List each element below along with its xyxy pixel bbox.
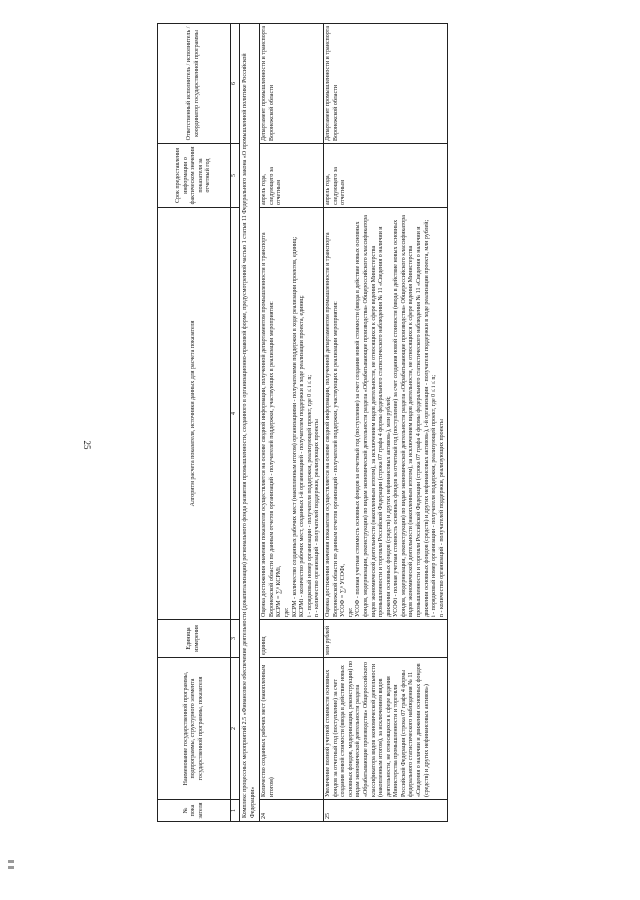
section-row	[240, 24, 260, 822]
table-row	[323, 24, 448, 822]
algorithm-line: УСОФі - полная учетная стоимость основных фондов за отчетный год (поступление) за счет создания новой стоимости (ввода в действие новых основных фондов, модернизации, реконструкции) по видам экономической деятельности раздела «Обрабатывающие производства» Общероссийского классификатора видов экономической деятельности (накопленным итогом), за исключением видов деятельности, не относящихся к сфере ведения Министерства промышленности и торговли Российской Федерации (строка 07 графа 4 формы федерального статистического наблюдения № 11 «Сведения о наличии и движении основных фондов (средств) и других нефинансовых активов»), i-й организации - получателя поддержки в ходе реализации проекта, млн рублей;	[393, 215, 430, 617]
header-responsible: Ответственный исполнитель / исполнитель / координатор государственной программы	[158, 24, 231, 144]
indicator-deadline: апрель года, следующего за отчетным	[323, 144, 448, 208]
indicator-algorithm	[323, 208, 448, 620]
column-number: 1	[231, 800, 240, 822]
header-deadline: Срок предоставления информации о фактическом значении показателя за отчетный год	[158, 144, 231, 208]
column-number: 3	[231, 620, 240, 658]
indicator-unit: млн рублей	[323, 620, 448, 658]
algorithm-line: Оценка достижения значения показателя осуществляется на основе сводной информации, полученной департаментом промышленности и транспорта Воронежской области по данным отчетов организаций - получателей поддержки, участвующих в реализации мероприятия:	[261, 232, 275, 617]
indicator-number: 24	[260, 800, 324, 822]
page-number: 25	[82, 440, 92, 450]
header-unit: Единица измерения	[158, 620, 231, 658]
algorithm-line: i - порядковый номер организации - получателя поддержки, реализующей проект, где 0 ≤ i ≤ n;	[431, 374, 438, 617]
algorithm-line: где:	[283, 607, 290, 617]
table-row	[260, 24, 324, 822]
algorithm-line: n - количество организаций - получателей поддержки, реализующих проекты	[438, 419, 445, 617]
column-number: 4	[231, 208, 240, 620]
scan-mark	[8, 860, 14, 863]
algorithm-line: КСРМ - количество созданных рабочих мест (накопленным итогом) организациями - получателями поддержки в ходе реализации проектов, единиц;	[291, 236, 298, 617]
algorithm-formula: УСОФ = ∑ᵢⁿ УСОФі,	[340, 564, 347, 617]
header-indicator-name: Наименование государственной программы, подпрограммы, структурного элемента государственной программы, показателя	[158, 658, 231, 800]
column-number: 2	[231, 658, 240, 800]
column-number: 6	[231, 24, 240, 144]
algorithm-line: Оценка достижения значения показателя осуществляется на основе сводной информации, полученной департаментом промышленности и транспорта Воронежской области по данным отчетов организаций - получателей поддержки, участвующих в реализации мероприятия:	[324, 232, 339, 617]
indicator-name: Увеличение полной учетной стоимости основных фондов за отчетный год (поступление) за счет создания новой стоимости (ввода в действие новых основных фондов, модернизации, реконструкции) по видам экономической деятельности раздела «Обрабатывающие производства» Общероссийского классификатора видов экономической деятельности (накопленным итогом), за исключением видов деятельности, не относящихся к сфере ведения Министерства промышленности и торговли Российской Федерации (строка 07 графа 4 формы федерального статистического наблюдения № 11 «Сведения о наличии и движении основных фондов (средств) и других нефинансовых активов»)	[323, 658, 448, 800]
algorithm-line: где:	[347, 607, 354, 617]
algorithm-line: i - порядковый номер организации - получателя поддержки, реализующей проект, где 0 ≤ i ≤ n;	[306, 374, 313, 617]
header-indicator-number: № пока зателя	[158, 800, 231, 822]
algorithm-line: n - количество организаций - получателей поддержки, реализующих проекты	[314, 419, 321, 617]
indicator-number: 25	[323, 800, 448, 822]
algorithm-line: УСОФ - полная учетная стоимость основных фондов за отчетный год (поступление) за счет создания новой стоимости (ввода в действие новых основных фондов, модернизации, реконструкции) по видам экономической деятельности раздела «Обрабатывающие производства» Общероссийского классификатора видов экономической деятельности (накопленным итогом), за исключением видов деятельности, не относящихся к сфере ведения Министерства промышленности и торговли Российской Федерации (строка 07 графа 4 формы федерального статистического наблюдения № 11 «Сведения о наличии и движении основных фондов (средств) и других нефинансовых активов»), млн рублей;	[355, 215, 392, 617]
indicator-unit: единиц	[260, 620, 324, 658]
algorithm-line: КСРМі - количество рабочих мест, созданных i-й организацией - получателем поддержки в ходе реализации проекта, единиц;	[299, 295, 306, 617]
indicator-algorithm	[260, 208, 324, 620]
rotated-document-table-wrapper	[157, 24, 640, 822]
indicator-deadline: апрель года, следующего за отчетным	[260, 144, 324, 208]
section-title: Комплекс процессных мероприятий 2.5 «Финансовое обеспечение деятельности (докапитализации) регионального фонда развития промышленности, созданного в организационно-правовой форме, предусмотренной частью 1 статьи 11 Федерального закона «О промышленной политике Российской Федерации»	[240, 24, 260, 822]
table-header-row	[158, 24, 231, 822]
indicator-responsible: Департамент промышленности и транспорта Воронежской области	[323, 24, 448, 144]
column-number: 5	[231, 144, 240, 208]
algorithm-formula: КСРМ = ∑ᵢⁿ КСРМі,	[276, 565, 283, 617]
header-algorithm: Алгоритм расчета показателя, источники данных для расчета показателя	[158, 208, 231, 620]
scan-mark	[8, 866, 14, 869]
indicator-responsible: Департамент промышленности и транспорта Воронежской области	[260, 24, 324, 144]
indicators-table	[157, 23, 448, 822]
column-numbers-row	[231, 24, 240, 822]
indicator-name: Количество созданных рабочих мест (накопленным итогом)	[260, 658, 324, 800]
